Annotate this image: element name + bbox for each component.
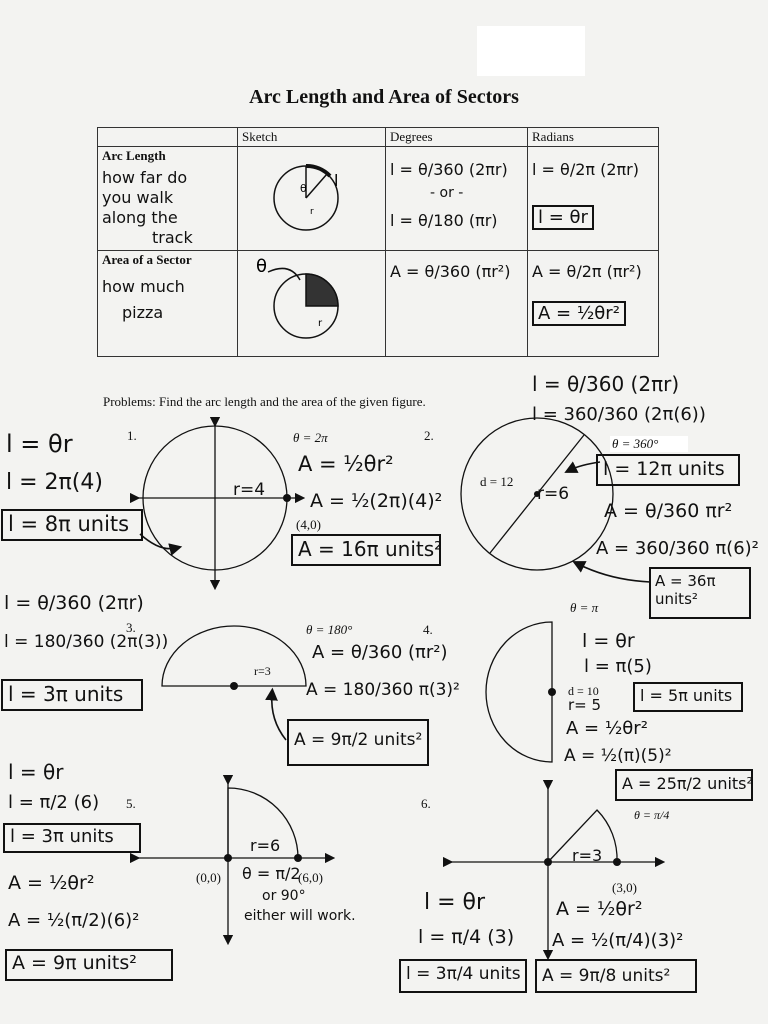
header-degrees: Degrees	[386, 128, 528, 147]
note-line: how far do	[102, 168, 188, 187]
p1-point	[283, 494, 291, 502]
p2-arc-work-2: l = 360/360 (2π(6))	[532, 404, 706, 425]
p2-number: 2.	[424, 428, 434, 443]
p2-area-work-3: A = 36π units²	[655, 572, 716, 608]
p4-arc-work-3: l = 5π units	[640, 686, 733, 705]
p1-arc-work-1: l = θr	[6, 430, 73, 458]
p4-semicircle	[486, 622, 552, 762]
p6-area-work-3: A = 9π/8 units²	[542, 966, 671, 986]
p6-area-work-1: A = ½θr²	[556, 898, 643, 920]
p5-theta-note-2: or 90°	[262, 888, 306, 904]
p2-arc-work-3: l = 12π units	[603, 458, 725, 480]
area-radians-formula: A = θ/2π (πr²)	[532, 262, 642, 281]
p5-arc-work-3: l = 3π units	[10, 826, 114, 847]
p4-area-work-2: A = ½(π)(5)²	[564, 746, 672, 766]
header-radians: Radians	[528, 128, 659, 147]
p5-number: 5.	[126, 796, 136, 811]
p4-radius-label: r= 5	[568, 696, 602, 714]
p5-area-work-2: A = ½(π/2)(6)²	[8, 910, 140, 931]
p6-area-work-2: A = ½(π/4)(3)²	[552, 930, 684, 951]
p4-area-work-1: A = ½θr²	[566, 718, 648, 739]
p5-area-work-3: A = 9π units²	[12, 952, 137, 974]
p2-radius-label: r=6	[537, 484, 570, 504]
p5-point-label: (6,0)	[298, 870, 323, 885]
p3-arc-work-1: l = θ/360 (2πr)	[4, 592, 144, 614]
p5-origin-label: (0,0)	[196, 870, 221, 885]
arc-degrees-formula-alt: l = θ/180 (πr)	[390, 211, 498, 230]
p3-area-work-3: A = 9π/2 units²	[294, 730, 423, 750]
p2-arc-work-1: l = θ/360 (2πr)	[532, 372, 680, 396]
note-line: track	[152, 228, 193, 247]
p1-arc-work-2: l = 2π(4)	[6, 470, 103, 495]
p4-diameter-label: d = 10	[568, 684, 599, 698]
p1-area-work-2: A = ½(2π)(4)²	[310, 490, 443, 512]
p2-area-work-2: A = 360/360 π(6)²	[596, 538, 759, 559]
area-sketch-theta: θ	[256, 256, 268, 277]
p1-point-label: (4,0)	[296, 517, 321, 532]
note-line: how much	[102, 277, 185, 296]
arc-sketch-theta: θ	[300, 182, 307, 195]
arc-radians-formula: l = θ/2π (2πr)	[532, 160, 639, 179]
p2-diameter-label: d = 12	[480, 474, 514, 489]
note-line: you walk	[102, 188, 174, 207]
or-label: - or -	[430, 185, 464, 201]
p5-theta-note: θ = π/2	[242, 864, 301, 883]
p5-origin	[224, 854, 232, 862]
p4-center	[548, 688, 556, 696]
p6-number: 6.	[421, 796, 431, 811]
p6-arc-work-1: l = θr	[424, 890, 486, 915]
p5-radius-label: r=6	[250, 836, 281, 855]
area-degrees-formula: A = θ/360 (πr²)	[390, 262, 511, 281]
p4-theta: θ = π	[570, 600, 599, 615]
p3-arc-work-2: l = 180/360 (2π(3))	[4, 632, 169, 652]
p4-area-work-3: A = 25π/2 units²	[622, 774, 753, 793]
p6-radius-label: r=3	[572, 846, 603, 865]
header-sketch: Sketch	[238, 128, 386, 147]
p1-arc-work-3: l = 8π units	[8, 512, 130, 536]
p2-area-work-1: A = θ/360 πr²	[604, 500, 733, 522]
p2-theta: θ = 360°	[610, 436, 688, 452]
page-title: Arc Length and Area of Sectors	[249, 86, 519, 108]
p6-origin	[544, 858, 552, 866]
p4-arc-work-2: l = π(5)	[584, 656, 652, 677]
p4-number: 4.	[423, 622, 433, 637]
p1-area-work-3: A = 16π units²	[298, 537, 443, 561]
p5-arc-work-1: l = θr	[8, 760, 64, 784]
p6-point	[613, 858, 621, 866]
p6-arc-work-2: l = π/4 (3)	[418, 926, 515, 948]
row-label-area-sector: Area of a Sector	[102, 252, 192, 267]
p3-theta: θ = 180°	[306, 622, 353, 637]
p5-point	[294, 854, 302, 862]
p6-arc-work-3: l = 3π/4 units	[406, 964, 521, 984]
p2-arrow	[570, 462, 600, 470]
p3-number: 3.	[126, 620, 136, 635]
p4-arc-work-1: l = θr	[582, 630, 635, 652]
p3-area-work-2: A = 180/360 π(3)²	[306, 680, 460, 700]
arc-radians-boxed: l = θr	[532, 205, 594, 230]
p3-semicircle	[162, 626, 306, 686]
p5-area-work-1: A = ½θr²	[8, 872, 95, 894]
area-sketch-r: r	[318, 318, 323, 329]
p3-radius-label: r=3	[254, 664, 271, 678]
p1-number: 1.	[127, 428, 137, 443]
p5-theta-note-3: either will work.	[244, 908, 356, 924]
p3-center	[230, 682, 238, 690]
p2-arrow-area	[578, 564, 650, 582]
p5-arc-work-2: l = π/2 (6)	[8, 792, 100, 813]
problems-heading: Problems: Find the arc length and the area of the given figure.	[103, 394, 426, 409]
p3-arrow	[272, 694, 286, 740]
p6-point-label: (3,0)	[612, 880, 637, 895]
arc-sketch-r: r	[310, 207, 314, 217]
note-line: pizza	[122, 303, 164, 322]
p3-arc-work-3: l = 3π units	[8, 682, 124, 706]
p1-area-work-1: A = ½θr²	[298, 452, 394, 476]
p1-radius-label: r=4	[233, 480, 266, 500]
arc-degrees-formula: l = θ/360 (2πr)	[390, 160, 508, 179]
p1-theta: θ = 2π	[293, 430, 328, 445]
area-radians-boxed: A = ½θr²	[532, 301, 626, 326]
note-line: along the	[102, 208, 178, 227]
p6-theta: θ = π/4	[634, 808, 670, 822]
row-label-arc-length: Arc Length	[102, 148, 166, 163]
arc-sketch-l: l	[334, 171, 339, 190]
p3-area-work-1: A = θ/360 (πr²)	[312, 642, 448, 663]
